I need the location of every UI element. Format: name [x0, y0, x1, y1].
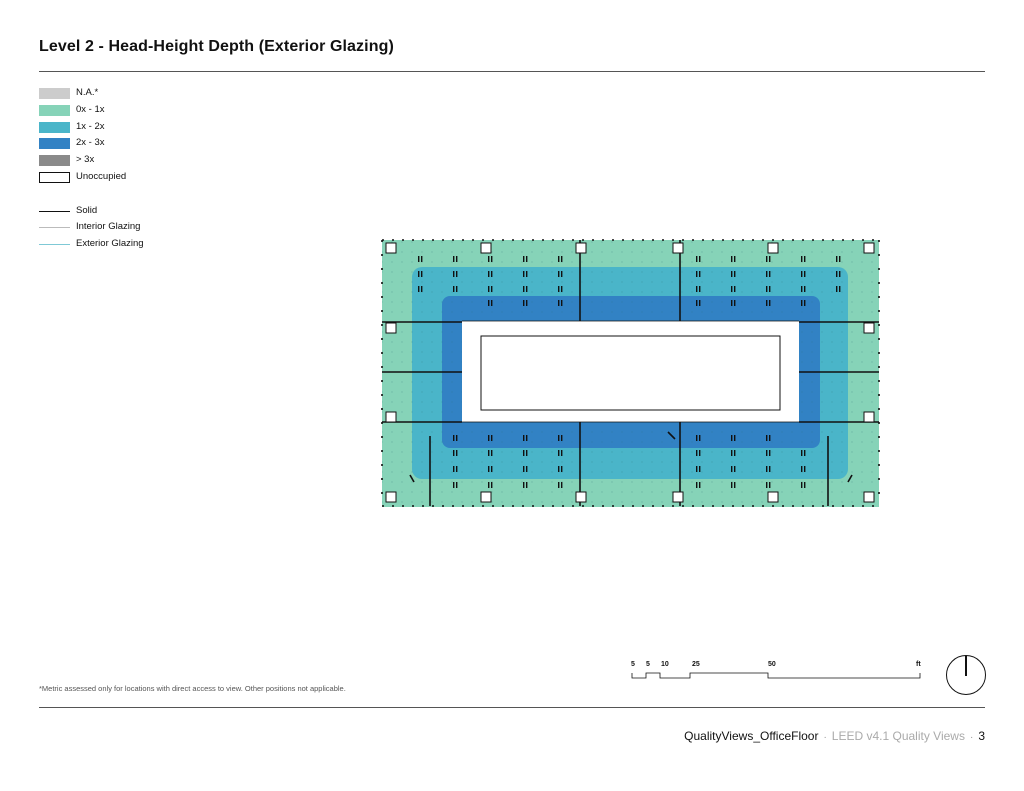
- desk-mark: [488, 271, 489, 277]
- desk-mark: [836, 256, 837, 262]
- desk-mark: [804, 450, 805, 456]
- column: [481, 243, 491, 253]
- desk-mark: [696, 271, 697, 277]
- desk-mark: [731, 271, 732, 277]
- desk-mark: [766, 466, 767, 472]
- column: [576, 492, 586, 502]
- desk-mark: [526, 482, 527, 488]
- desk-mark: [696, 450, 697, 456]
- desk-mark: [456, 256, 457, 262]
- desk-mark: [523, 450, 524, 456]
- desk-mark: [696, 435, 697, 441]
- desk-mark: [696, 482, 697, 488]
- desk-mark: [456, 450, 457, 456]
- desk-mark: [523, 466, 524, 472]
- desk-mark: [801, 256, 802, 262]
- footnote: *Metric assessed only for locations with direct access to view. Other positions not applicable.: [39, 684, 346, 693]
- desk-mark: [558, 286, 559, 292]
- desk-mark: [523, 286, 524, 292]
- legend-label-2x-3x: 2x - 3x: [76, 137, 105, 148]
- core-room: [481, 336, 780, 410]
- desk-mark: [769, 271, 770, 277]
- desk-mark: [526, 435, 527, 441]
- desk-mark: [801, 300, 802, 306]
- desk-mark: [488, 300, 489, 306]
- desk-mark: [523, 300, 524, 306]
- desk-mark: [453, 466, 454, 472]
- desk-mark: [699, 300, 700, 306]
- footer-separator-2: ·: [969, 732, 974, 743]
- desk-mark: [804, 482, 805, 488]
- desk-mark: [769, 450, 770, 456]
- desk-mark: [731, 256, 732, 262]
- column: [481, 492, 491, 502]
- column: [768, 492, 778, 502]
- north-arrow-icon: [946, 655, 986, 695]
- desk-mark: [734, 482, 735, 488]
- desk-mark: [731, 286, 732, 292]
- scale-label-5a: 5: [631, 661, 635, 668]
- footer-page-number: 3: [978, 729, 985, 743]
- desk-mark: [558, 300, 559, 306]
- desk-mark: [766, 482, 767, 488]
- desk-mark: [526, 271, 527, 277]
- desk-mark: [488, 286, 489, 292]
- desk-mark: [526, 300, 527, 306]
- desk-mark: [731, 300, 732, 306]
- desk-mark: [488, 466, 489, 472]
- scale-label-5b: 5: [646, 661, 650, 668]
- footer-separator-1: ·: [823, 732, 827, 743]
- column: [864, 492, 874, 502]
- desk-mark: [734, 286, 735, 292]
- scale-label-50: 50: [768, 661, 776, 668]
- desk-mark: [734, 300, 735, 306]
- footer-standard: LEED v4.1 Quality Views: [831, 729, 965, 743]
- legend-label-0x-1x: 0x - 1x: [76, 104, 105, 115]
- legend-label-unoccupied: Unoccupied: [76, 171, 127, 182]
- column: [576, 243, 586, 253]
- desk-mark: [769, 482, 770, 488]
- desk-mark: [561, 450, 562, 456]
- desk-mark: [801, 482, 802, 488]
- column: [386, 412, 396, 422]
- desk-mark: [769, 435, 770, 441]
- desk-mark: [456, 271, 457, 277]
- desk-mark: [418, 271, 419, 277]
- column: [673, 243, 683, 253]
- desk-mark: [421, 271, 422, 277]
- desk-mark: [523, 256, 524, 262]
- desk-mark: [734, 466, 735, 472]
- column: [386, 323, 396, 333]
- desk-mark: [526, 450, 527, 456]
- desk-mark: [699, 286, 700, 292]
- desk-mark: [699, 256, 700, 262]
- desk-mark: [836, 286, 837, 292]
- desk-mark: [734, 435, 735, 441]
- desk-mark: [488, 435, 489, 441]
- desk-mark: [769, 466, 770, 472]
- desk-mark: [766, 271, 767, 277]
- footer-document-name: QualityViews_OfficeFloor: [684, 729, 819, 743]
- desk-mark: [453, 256, 454, 262]
- desk-mark: [696, 256, 697, 262]
- desk-mark: [491, 482, 492, 488]
- desk-mark: [526, 256, 527, 262]
- desk-mark: [801, 286, 802, 292]
- desk-mark: [491, 435, 492, 441]
- column: [864, 243, 874, 253]
- desk-mark: [456, 286, 457, 292]
- desk-mark: [804, 271, 805, 277]
- desk-mark: [453, 450, 454, 456]
- desk-mark: [561, 300, 562, 306]
- desk-mark: [836, 271, 837, 277]
- column: [673, 492, 683, 502]
- desk-mark: [769, 256, 770, 262]
- desk-mark: [699, 450, 700, 456]
- desk-mark: [526, 286, 527, 292]
- desk-mark: [561, 466, 562, 472]
- desk-mark: [526, 466, 527, 472]
- desk-mark: [731, 450, 732, 456]
- desk-mark: [804, 286, 805, 292]
- footer: [684, 729, 985, 743]
- legend-label-solid: Solid: [76, 205, 98, 216]
- desk-mark: [801, 466, 802, 472]
- desk-mark: [696, 286, 697, 292]
- desk-mark: [561, 286, 562, 292]
- desk-mark: [558, 450, 559, 456]
- page-title: Level 2 - Head-Height Depth (Exterior Glazing): [39, 38, 394, 55]
- desk-mark: [421, 286, 422, 292]
- desk-mark: [421, 256, 422, 262]
- desk-mark: [453, 435, 454, 441]
- desk-mark: [804, 466, 805, 472]
- legend-label-gt3x: > 3x: [76, 154, 95, 165]
- desk-mark: [839, 286, 840, 292]
- desk-mark: [696, 466, 697, 472]
- scale-label-ft: ft: [916, 661, 921, 668]
- desk-mark: [769, 300, 770, 306]
- desk-mark: [491, 286, 492, 292]
- scale-bar-line: [632, 673, 920, 678]
- legend-label-na: N.A.*: [76, 87, 99, 98]
- desk-mark: [734, 256, 735, 262]
- desk-mark: [456, 466, 457, 472]
- desk-mark: [488, 256, 489, 262]
- desk-mark: [561, 482, 562, 488]
- desk-mark: [488, 482, 489, 488]
- desk-mark: [453, 482, 454, 488]
- desk-mark: [456, 482, 457, 488]
- desk-mark: [523, 482, 524, 488]
- desk-mark: [561, 271, 562, 277]
- desk-mark: [561, 256, 562, 262]
- column: [864, 412, 874, 422]
- desk-mark: [731, 435, 732, 441]
- desk-mark: [491, 300, 492, 306]
- desk-mark: [699, 482, 700, 488]
- footer-divider: [39, 707, 985, 708]
- column: [768, 243, 778, 253]
- desk-mark: [699, 435, 700, 441]
- desk-mark: [766, 450, 767, 456]
- desk-mark: [491, 271, 492, 277]
- scale-label-10: 10: [661, 661, 669, 668]
- legend-label-1x-2x: 1x - 2x: [76, 121, 105, 132]
- desk-mark: [804, 300, 805, 306]
- column: [386, 492, 396, 502]
- desk-mark: [523, 435, 524, 441]
- desk-mark: [558, 271, 559, 277]
- desk-mark: [488, 450, 489, 456]
- desk-mark: [558, 435, 559, 441]
- desk-mark: [804, 256, 805, 262]
- desk-mark: [766, 256, 767, 262]
- desk-mark: [766, 286, 767, 292]
- desk-mark: [491, 450, 492, 456]
- scale-bar: [632, 673, 920, 678]
- desk-mark: [418, 256, 419, 262]
- desk-mark: [766, 300, 767, 306]
- desk-mark: [731, 482, 732, 488]
- desk-mark: [558, 466, 559, 472]
- desk-mark: [418, 286, 419, 292]
- desk-mark: [558, 256, 559, 262]
- column: [864, 323, 874, 333]
- desk-mark: [453, 286, 454, 292]
- scale-label-25: 25: [692, 661, 700, 668]
- desk-mark: [456, 435, 457, 441]
- desk-mark: [699, 271, 700, 277]
- desk-mark: [734, 271, 735, 277]
- desk-mark: [491, 256, 492, 262]
- desk-mark: [801, 271, 802, 277]
- desk-mark: [734, 450, 735, 456]
- desk-mark: [769, 286, 770, 292]
- desk-mark: [839, 271, 840, 277]
- desk-mark: [766, 435, 767, 441]
- desk-mark: [491, 466, 492, 472]
- desk-mark: [696, 300, 697, 306]
- desk-mark: [839, 256, 840, 262]
- desk-mark: [523, 271, 524, 277]
- legend-label-exterior-glazing: Exterior Glazing: [76, 238, 144, 249]
- desk-mark: [731, 466, 732, 472]
- column: [386, 243, 396, 253]
- legend-label-interior-glazing: Interior Glazing: [76, 221, 141, 232]
- desk-mark: [558, 482, 559, 488]
- desk-mark: [801, 450, 802, 456]
- desk-mark: [453, 271, 454, 277]
- desk-mark: [699, 466, 700, 472]
- desk-mark: [561, 435, 562, 441]
- north-needle: [965, 656, 967, 676]
